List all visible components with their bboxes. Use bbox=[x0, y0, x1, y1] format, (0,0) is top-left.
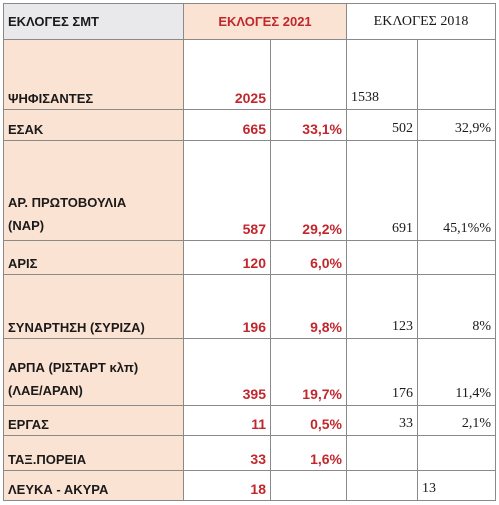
row-label-line-2: (ΝΑΡ) bbox=[8, 218, 45, 233]
percent-2018 bbox=[418, 436, 496, 471]
row-label: ΤΑΞ.ΠΟΡΕΙΑ bbox=[4, 436, 184, 471]
table-header-row bbox=[4, 4, 496, 40]
table-title: ΕΚΛΟΓΕΣ ΣΜΤ bbox=[4, 4, 184, 40]
row-label-line-2: (ΛΑΕ/ΑΡΑΝ) bbox=[8, 383, 83, 398]
table-row bbox=[4, 40, 496, 110]
percent-2018 bbox=[418, 241, 496, 275]
percent-2021 bbox=[271, 471, 347, 501]
percent-2018: 8% bbox=[418, 275, 496, 339]
votes-2021: 2025 bbox=[184, 40, 271, 110]
percent-2021: 1,6% bbox=[271, 436, 347, 471]
row-label bbox=[4, 141, 184, 241]
percent-2021: 19,7% bbox=[271, 339, 347, 406]
row-label: ΕΣΑΚ bbox=[4, 110, 184, 141]
votes-2021: 196 bbox=[184, 275, 271, 339]
votes-2021: 33 bbox=[184, 436, 271, 471]
row-label: ΣΥΝΑΡΤΗΣΗ (ΣΥΡΙΖΑ) bbox=[4, 275, 184, 339]
table-row bbox=[4, 141, 496, 241]
row-label bbox=[4, 339, 184, 406]
header-elections-2021: ΕΚΛΟΓΕΣ 2021 bbox=[184, 4, 347, 40]
votes-2018: 502 bbox=[347, 110, 418, 141]
percent-2018: 11,4% bbox=[418, 339, 496, 406]
election-results-table bbox=[3, 3, 496, 501]
votes-2021: 120 bbox=[184, 241, 271, 275]
votes-2018: 1538 bbox=[347, 40, 418, 110]
votes-2018 bbox=[347, 241, 418, 275]
votes-2018: 691 bbox=[347, 141, 418, 241]
percent-2021: 9,8% bbox=[271, 275, 347, 339]
percent-2018: 32,9% bbox=[418, 110, 496, 141]
votes-2018 bbox=[347, 471, 418, 501]
percent-2021: 6,0% bbox=[271, 241, 347, 275]
percent-2021: 0,5% bbox=[271, 406, 347, 436]
percent-2018 bbox=[418, 40, 496, 110]
table-row bbox=[4, 339, 496, 406]
table-row bbox=[4, 275, 496, 339]
row-label: ΨΗΦΙΣΑΝΤΕΣ bbox=[4, 40, 184, 110]
percent-2021 bbox=[271, 40, 347, 110]
table-row bbox=[4, 110, 496, 141]
row-label: ΛΕΥΚΑ - ΑΚΥΡΑ bbox=[4, 471, 184, 501]
votes-2021: 665 bbox=[184, 110, 271, 141]
table-row bbox=[4, 241, 496, 275]
table-row bbox=[4, 471, 496, 501]
votes-2018: 33 bbox=[347, 406, 418, 436]
votes-2021: 587 bbox=[184, 141, 271, 241]
percent-2021: 33,1% bbox=[271, 110, 347, 141]
header-elections-2018: ΕΚΛΟΓΕΣ 2018 bbox=[347, 4, 496, 40]
votes-2018: 123 bbox=[347, 275, 418, 339]
percent-2021: 29,2% bbox=[271, 141, 347, 241]
votes-2018 bbox=[347, 436, 418, 471]
row-label: ΑΡΙΣ bbox=[4, 241, 184, 275]
row-label-line-1: ΑΡ. ΠΡΩΤΟΒΟΥΛΙΑ bbox=[8, 195, 127, 210]
percent-2018: 13 bbox=[418, 471, 496, 501]
votes-2021: 395 bbox=[184, 339, 271, 406]
percent-2018: 45,1%% bbox=[418, 141, 496, 241]
row-label: ΕΡΓΑΣ bbox=[4, 406, 184, 436]
percent-2018: 2,1% bbox=[418, 406, 496, 436]
table-row bbox=[4, 406, 496, 436]
votes-2021: 11 bbox=[184, 406, 271, 436]
table-row bbox=[4, 436, 496, 471]
votes-2021: 18 bbox=[184, 471, 271, 501]
row-label-line-1: ΑΡΠΑ (ΡΙΣΤΑΡΤ κλπ) bbox=[8, 360, 139, 375]
votes-2018: 176 bbox=[347, 339, 418, 406]
